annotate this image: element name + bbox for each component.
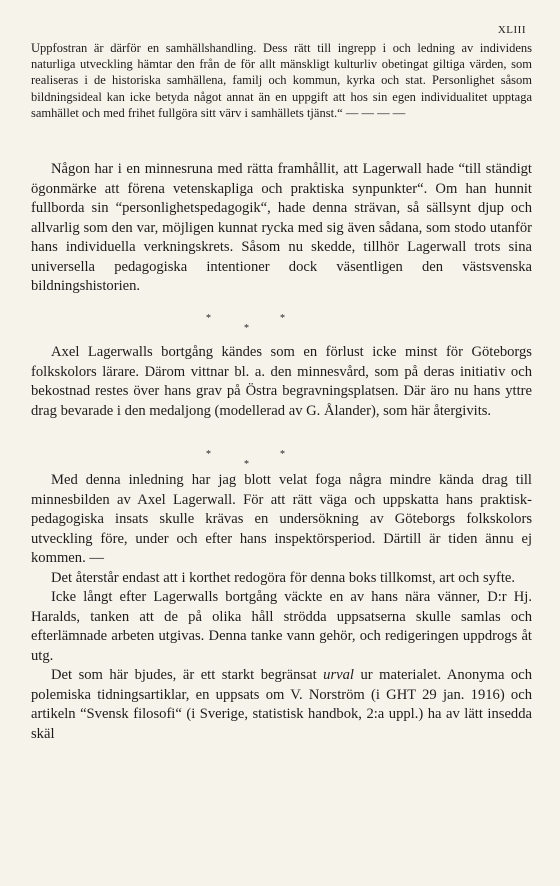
section-2: [31, 343, 532, 421]
asterisk: *: [244, 323, 249, 334]
body-paragraph: [31, 666, 532, 744]
asterisk: *: [280, 449, 285, 460]
section-3: [31, 471, 532, 744]
quote-block: [31, 40, 532, 121]
asterisk: *: [280, 313, 285, 324]
body-paragraph: Axel Lagerwalls bortgång kändes som en förlust icke minst för Göteborgs folkskolors lärare. Därom vittnar bl. a. den minnesvård, som på deras initiativ och bekostnad restes över hans grav på Östra begravningsplatsen. Där äro nu hans yttre drag bevarade i den medaljong (modellerad av G. Ålander), som här återgivits.: [31, 344, 532, 419]
asterisk: *: [244, 459, 249, 470]
section-1: [31, 160, 532, 297]
page-number: XLIII: [497, 24, 526, 36]
body-paragraph: Icke långt efter Lagerwalls bortgång väckte en av hans nära vänner, D:r Hj. Haralds, tanken att de på olika håll strödda uppsatserna skulle samlas och efterlämnade arbeten utgivas. Denna tanke vann gehör, och redigeringen uppdrogs åt utg.: [31, 589, 532, 664]
body-paragraph: Någon har i en minnesruna med rätta framhållit, att Lagerwall hade “till ständigt ögonmärke att förena vetenskapliga och praktiska synpunkter“. Om han hunnit fullborda sin “personlighetspedagogik“, hade denna strävan, så sällsynt djup och allvarlig som den var, möjligen kunnat rycka med sig även sådana, som stodo utanför hans individuella verkningskrets. Såsom nu skedde, tillhör Lagerwall trots sina universella pedagogiska intentioner dock väsentligen den västsvenska bildningshistorien.: [31, 161, 532, 294]
asterisk: *: [206, 449, 211, 460]
asterisk: *: [206, 313, 211, 324]
body-paragraph: Med denna inledning har jag blott velat foga några mindre kända drag till minnesbilden av Axel Lagerwall. För att rätt väga och uppskatta hans praktisk-pedagogiska insats skulle krävas en undersökning av Göteborgs folkskolors utveckling före, under och efter hans inspektörsperiod. Därtill är tiden ännu ej kommen. —: [31, 472, 532, 566]
asterism-divider: [200, 449, 320, 473]
asterism-divider: [200, 313, 320, 337]
text-run: ur materialet. Anonyma och polemiska tidningsartiklar, en uppsats om V. Norström (i GHT 29 jan. 1916) och artikeln “Svensk filosofi“ (i Sverige, statistisk handbok, 2:a uppl.) ha av lätt insedda skäl: [31, 667, 533, 742]
quote-paragraph: Uppfostran är därför en samhällshandling. Dess rätt till ingrepp i och ledning av individens naturliga utveckling hämtar den från de för allt mänskligt kulturliv obetingat giltiga värden, som realiseras i de historiska samhällena, familj och kommun, kyrka och stat. Personlighet såsom bildningsideal kan icke betyda något annat än en uppgift att hos sin egen individualitet upptaga samhället och med frihet fullgöra sitt värv i samhällets tjänst.“ — — — —: [31, 41, 532, 120]
body-paragraph: Det återstår endast att i korthet redogöra för denna boks tillkomst, art och syfte.: [51, 569, 516, 586]
italic-word: urval: [323, 667, 354, 683]
text-run: Det som här bjudes, är ett starkt begränsat: [51, 667, 324, 683]
